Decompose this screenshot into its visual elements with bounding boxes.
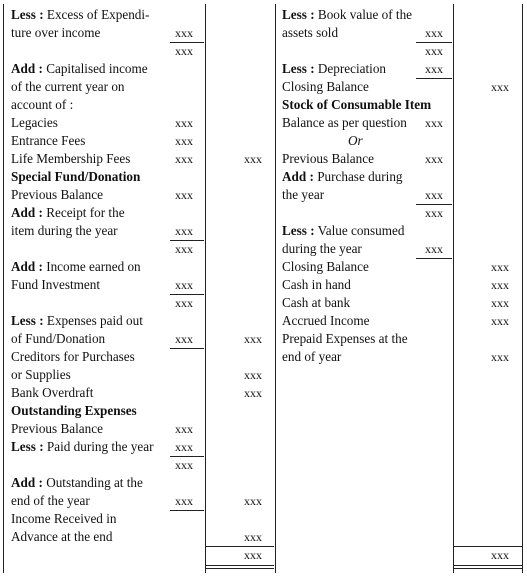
right-inner-amount-r3: xxx bbox=[425, 62, 443, 76]
left-row-20-text: or Supplies bbox=[11, 367, 71, 382]
left-row-24-text: Paid during the year bbox=[43, 439, 154, 454]
right-subtotal-rule-2 bbox=[416, 78, 452, 79]
left-row-26 bbox=[11, 474, 143, 492]
left-inner-amount-l8: xxx bbox=[175, 152, 193, 166]
right-row-18 bbox=[282, 330, 408, 348]
right-row-19 bbox=[282, 348, 341, 366]
right-row-3-keyword: Less : bbox=[282, 61, 315, 76]
left-row-3-text: Capitalised income bbox=[42, 61, 148, 76]
left-row-28-text: Income Received in bbox=[11, 511, 117, 526]
right-total-rule bbox=[454, 546, 522, 547]
left-inner-amount-l16: xxx bbox=[175, 296, 193, 310]
left-outer-amount-l20: xxx bbox=[244, 368, 262, 382]
right-row-0 bbox=[282, 6, 412, 24]
right-row-4 bbox=[282, 78, 369, 96]
left-subtotal-rule-2 bbox=[170, 240, 204, 241]
right-row-12-text: Value consumed bbox=[314, 223, 405, 238]
left-row-11-text: Receipt for the bbox=[42, 205, 125, 220]
right-inner-amount-r1: xxx bbox=[425, 26, 443, 40]
right-outer-amount-r19: xxx bbox=[491, 350, 509, 364]
left-inner-amount-l10: xxx bbox=[175, 188, 193, 202]
left-row-3-keyword: Add : bbox=[11, 61, 43, 76]
left-row-18-text: of Fund/Donation bbox=[11, 331, 106, 346]
left-row-7 bbox=[11, 132, 85, 150]
left-row-17-text: Expenses paid out bbox=[43, 313, 143, 328]
right-row-19-text: end of year bbox=[282, 349, 342, 364]
right-row-1-text: assets sold bbox=[282, 25, 339, 40]
right-row-6 bbox=[282, 114, 407, 132]
center-divider bbox=[275, 4, 276, 573]
left-row-15-text: Fund Investment bbox=[11, 277, 101, 292]
left-row-17 bbox=[11, 312, 143, 330]
right-inner-amount-r10: xxx bbox=[425, 188, 443, 202]
left-inner-amount-l13: xxx bbox=[175, 242, 193, 256]
right-row-14-text: Closing Balance bbox=[282, 259, 369, 274]
right-row-0-keyword: Less : bbox=[282, 7, 315, 22]
right-row-9 bbox=[282, 168, 403, 186]
left-row-24-keyword: Less : bbox=[11, 439, 44, 454]
right-row-1 bbox=[282, 24, 338, 42]
left-inner-amount-l18: xxx bbox=[175, 332, 193, 346]
left-row-21-text: Bank Overdraft bbox=[11, 385, 94, 400]
left-subtotal-rule-4 bbox=[170, 348, 204, 349]
right-row-18-text: Prepaid Expenses at the bbox=[282, 331, 408, 346]
right-outer-amount-r15: xxx bbox=[491, 278, 509, 292]
left-row-29-text: Advance at the end bbox=[11, 529, 113, 544]
left-row-4-text: of the current year on bbox=[11, 79, 125, 94]
left-subtotal-rule-6 bbox=[170, 510, 204, 511]
left-row-27-text: end of the year bbox=[11, 493, 90, 508]
left-row-1-text: ture over income bbox=[11, 25, 101, 40]
right-inner-amount-r8: xxx bbox=[425, 152, 443, 166]
right-inner-amount-r11: xxx bbox=[425, 206, 443, 220]
right-row-7-italic: Or bbox=[348, 133, 363, 148]
left-outer-amount-l8: xxx bbox=[244, 152, 262, 166]
left-subtotal-rule-1 bbox=[170, 42, 204, 43]
left-row-10-text: Previous Balance bbox=[11, 187, 103, 202]
left-row-0-text: Excess of Expendi- bbox=[43, 7, 150, 22]
left-row-19 bbox=[11, 348, 135, 366]
left-row-20 bbox=[11, 366, 71, 384]
left-inner-amount-l15: xxx bbox=[175, 278, 193, 292]
left-subtotal-rule-3 bbox=[170, 294, 204, 295]
left-outer-amount-l27: xxx bbox=[244, 494, 262, 508]
left-row-11 bbox=[11, 204, 125, 222]
left-row-14-keyword: Add : bbox=[11, 259, 43, 274]
right-row-8-text: Previous Balance bbox=[282, 151, 374, 166]
right-row-3-text: Depreciation bbox=[314, 61, 387, 76]
right-inner-amount-r13: xxx bbox=[425, 242, 443, 256]
left-inner-amount-l2: xxx bbox=[175, 44, 193, 58]
left-row-8 bbox=[11, 150, 130, 168]
left-row-21 bbox=[11, 384, 93, 402]
right-row-16 bbox=[282, 294, 350, 312]
right-row-14 bbox=[282, 258, 369, 276]
right-row-13 bbox=[282, 240, 362, 258]
left-row-22-keyword: Outstanding Expenses bbox=[11, 403, 137, 418]
left-row-23-text: Previous Balance bbox=[11, 421, 103, 436]
left-row-12 bbox=[11, 222, 118, 240]
left-row-3 bbox=[11, 60, 148, 78]
right-row-7 bbox=[282, 132, 363, 150]
left-row-26-text: Outstanding at the bbox=[42, 475, 143, 490]
left-row-28 bbox=[11, 510, 116, 528]
left-row-8-text: Life Membership Fees bbox=[11, 151, 131, 166]
left-outer-column-divider bbox=[205, 4, 206, 573]
right-row-10-text: the year bbox=[282, 187, 325, 202]
right-row-9-keyword: Add : bbox=[282, 169, 314, 184]
left-row-6 bbox=[11, 114, 58, 132]
right-row-12-keyword: Less : bbox=[282, 223, 315, 238]
left-row-5-text: account of : bbox=[11, 97, 74, 112]
left-total-double-rule bbox=[206, 565, 274, 569]
left-total-rule bbox=[206, 546, 274, 547]
left-outer-amount-l29: xxx bbox=[244, 530, 262, 544]
left-row-14-text: Income earned on bbox=[42, 259, 141, 274]
left-inner-amount-l23: xxx bbox=[175, 422, 193, 436]
right-inner-amount-r6: xxx bbox=[425, 116, 443, 130]
right-row-6-text: Balance as per question bbox=[282, 115, 407, 130]
left-row-18 bbox=[11, 330, 105, 348]
left-row-14 bbox=[11, 258, 141, 276]
left-row-5 bbox=[11, 96, 73, 114]
left-row-24 bbox=[11, 438, 153, 456]
right-row-15 bbox=[282, 276, 351, 294]
left-row-4 bbox=[11, 78, 125, 96]
left-outer-amount-l18: xxx bbox=[244, 332, 262, 346]
right-row-17 bbox=[282, 312, 370, 330]
right-outer-column-divider bbox=[453, 4, 454, 573]
left-row-29 bbox=[11, 528, 112, 546]
left-row-0-keyword: Less : bbox=[11, 7, 44, 22]
left-row-22 bbox=[11, 402, 137, 420]
right-row-16-text: Cash at bank bbox=[282, 295, 351, 310]
right-row-8 bbox=[282, 150, 374, 168]
right-row-13-text: during the year bbox=[282, 241, 362, 256]
left-row-26-keyword: Add : bbox=[11, 475, 43, 490]
right-subtotal-rule-1 bbox=[416, 42, 452, 43]
left-row-11-keyword: Add : bbox=[11, 205, 43, 220]
left-inner-amount-l24: xxx bbox=[175, 440, 193, 454]
left-inner-amount-l1: xxx bbox=[175, 26, 193, 40]
right-row-15-text: Cash in hand bbox=[282, 277, 351, 292]
left-outer-amount-total: xxx bbox=[244, 548, 262, 562]
left-inner-amount-l12: xxx bbox=[175, 224, 193, 238]
right-row-3 bbox=[282, 60, 386, 78]
right-outer-amount-r16: xxx bbox=[491, 296, 509, 310]
left-row-7-text: Entrance Fees bbox=[11, 133, 86, 148]
left-row-15 bbox=[11, 276, 100, 294]
right-inner-amount-r2: xxx bbox=[425, 44, 443, 58]
left-outer-amount-l21: xxx bbox=[244, 386, 262, 400]
left-inner-amount-l6: xxx bbox=[175, 116, 193, 130]
right-outer-amount-total: xxx bbox=[491, 548, 509, 562]
left-row-23 bbox=[11, 420, 103, 438]
right-row-12 bbox=[282, 222, 404, 240]
left-inner-amount-l7: xxx bbox=[175, 134, 193, 148]
right-row-9-text: Purchase during bbox=[313, 169, 403, 184]
left-inner-amount-l25: xxx bbox=[175, 458, 193, 472]
left-row-6-text: Legacies bbox=[11, 115, 58, 130]
left-row-9 bbox=[11, 168, 140, 186]
right-subtotal-rule-3 bbox=[416, 204, 452, 205]
right-row-5 bbox=[282, 96, 431, 114]
right-row-17-text: Accrued Income bbox=[282, 313, 370, 328]
left-row-1 bbox=[11, 24, 100, 42]
right-row-0-text: Book value of the bbox=[314, 7, 413, 22]
right-row-5-keyword: Stock of Consumable Item bbox=[282, 97, 432, 112]
right-subtotal-rule-4 bbox=[416, 258, 452, 259]
left-row-10 bbox=[11, 186, 103, 204]
left-row-27 bbox=[11, 492, 90, 510]
left-border bbox=[3, 4, 4, 573]
right-total-double-rule bbox=[454, 565, 522, 569]
right-border bbox=[522, 4, 523, 573]
left-inner-amount-l27: xxx bbox=[175, 494, 193, 508]
left-row-0 bbox=[11, 6, 149, 24]
right-outer-amount-r14: xxx bbox=[491, 260, 509, 274]
right-row-4-text: Closing Balance bbox=[282, 79, 369, 94]
right-outer-amount-r4: xxx bbox=[491, 80, 509, 94]
left-row-9-keyword: Special Fund/Donation bbox=[11, 169, 141, 184]
left-subtotal-rule-5 bbox=[170, 456, 204, 457]
left-row-12-text: item during the year bbox=[11, 223, 118, 238]
left-row-17-keyword: Less : bbox=[11, 313, 44, 328]
right-outer-amount-r17: xxx bbox=[491, 314, 509, 328]
right-row-10 bbox=[282, 186, 324, 204]
left-row-19-text: Creditors for Purchases bbox=[11, 349, 135, 364]
